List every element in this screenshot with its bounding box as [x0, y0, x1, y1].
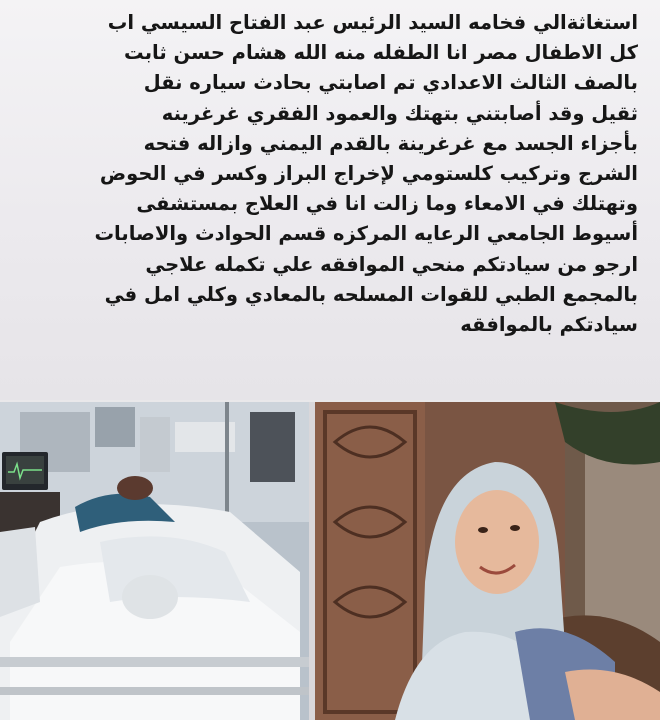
letter-line: سيادتكم بالموافقه [460, 313, 638, 337]
photo-strip [0, 402, 660, 720]
letter-line: كل الاطفال مصر انا الطفله منه الله هشام حسن ثابت [124, 41, 638, 65]
letter-line: بالصف الثالث الاعدادي تم اصابتي بحادث سياره نقل [143, 71, 638, 95]
portrait-photo [315, 402, 660, 720]
letter-line: استغاثةالي فخامه السيد الرئيس عبد الفتاح السيسي اب [107, 11, 638, 34]
letter-line: بأجزاء الجسد مع غرغرينة بالقدم اليمني وازاله فتحه [143, 131, 638, 155]
hospital-bed-illustration [0, 402, 309, 720]
letter-line: ثقيل وقد أصابتني بتهتك والعمود الفقري غرغرينه [161, 101, 638, 125]
portrait-illustration [315, 402, 660, 720]
letter-line: أسيوط الجامعي الرعايه المركزه قسم الحوادث والاصابات [94, 222, 638, 246]
letter-line: ارجو من سيادتكم منحي الموافقه علي تكمله علاجي [145, 252, 638, 276]
letter-line: الشرج وتركيب كلستومي لإخراج البراز وكسر في الحوض [99, 162, 638, 186]
letter-line: وتهتلك في الامعاء وما زالت انا في العلاج بمستشفى [136, 192, 638, 216]
hospital-bed-photo [0, 402, 309, 720]
letter-line: بالمجمع الطبي للقوات المسلحه بالمعادي وكلي امل في [104, 282, 638, 306]
appeal-letter-text [18, 8, 638, 340]
